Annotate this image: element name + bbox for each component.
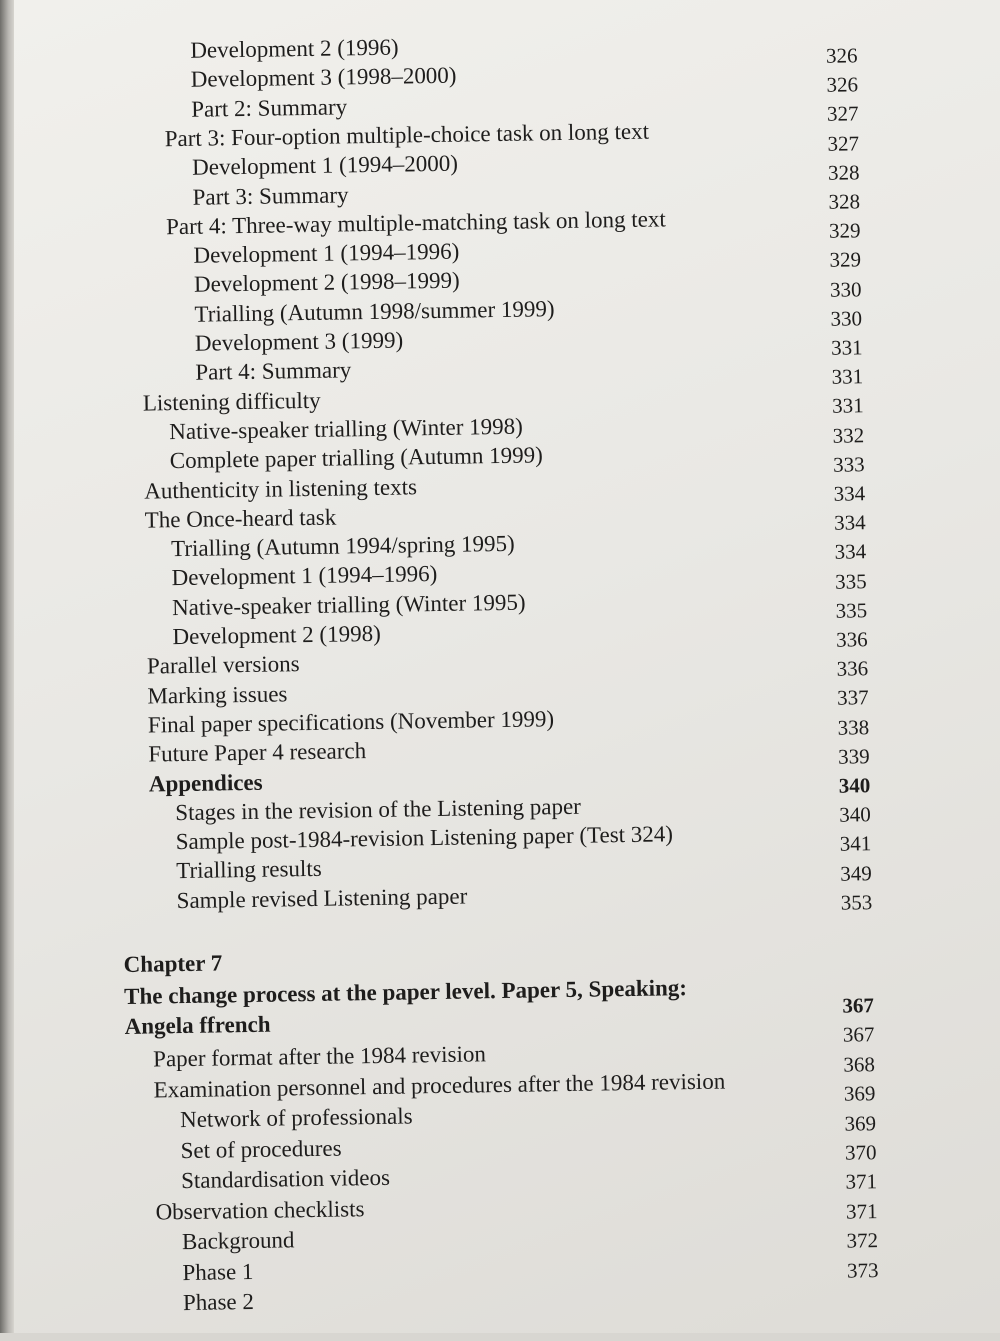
- toc-entry: Examination personnel and procedures after the 1984 revision: [153, 1068, 726, 1102]
- toc-page-number: 337: [836, 685, 869, 711]
- toc-entry: Trialling (Autumn 1998/summer 1999): [194, 295, 555, 327]
- toc-page-number: 335: [835, 598, 868, 623]
- toc-page-number: 336: [836, 656, 869, 681]
- toc-page-number: 326: [826, 72, 859, 97]
- toc-page-number: 330: [830, 306, 863, 331]
- toc-page-number: 372: [846, 1228, 879, 1253]
- toc-page-number: 367: [842, 993, 875, 1018]
- toc-entry: Development 1 (1994–1996): [171, 561, 438, 591]
- toc-entry: Authenticity in listening texts: [144, 473, 418, 504]
- toc-entry: Stages in the revision of the Listening paper: [175, 793, 582, 825]
- toc-page-number: 336: [835, 627, 868, 652]
- toc-entry: Part 3: Summary: [192, 181, 349, 210]
- toc-entry: Part 4: Three-way multiple-matching task on long text: [165, 206, 666, 239]
- toc-page-number: 369: [843, 1081, 876, 1106]
- toc-page-number: 334: [834, 539, 867, 565]
- toc-page-number: 333: [832, 452, 865, 477]
- toc-entry: Appendices: [148, 769, 263, 797]
- toc-entry: Development 1 (1994–1996): [193, 238, 460, 268]
- toc-page-number: 331: [831, 364, 864, 389]
- toc-entry: Listening difficulty: [142, 387, 321, 416]
- toc-page-number: 369: [844, 1110, 877, 1136]
- toc-entry: Chapter 7: [123, 950, 223, 977]
- toc-page-number: 370: [844, 1140, 877, 1165]
- toc-entry: Final paper specifications (November 1999): [147, 706, 555, 738]
- toc-page-number: 331: [830, 335, 863, 360]
- toc-entry: Paper format after the 1984 revision: [152, 1041, 487, 1072]
- toc-entry: Complete paper trialling (Autumn 1999): [169, 442, 543, 474]
- toc-page-number: 330: [829, 276, 862, 302]
- toc-page-number: 327: [826, 101, 859, 127]
- toc-entry: Sample revised Listening paper: [176, 883, 468, 913]
- toc-page-number: 373: [846, 1257, 879, 1283]
- toc-entry: Sample post-1984-revision Listening paper (Test 324): [175, 821, 674, 855]
- toc-entry: Development 3 (1998–2000): [190, 62, 457, 93]
- toc-entry: Standardisation videos: [180, 1164, 391, 1194]
- toc-entry: The change process at the paper level. Paper 5, Speaking:: [123, 975, 688, 1009]
- toc-page-number: 327: [827, 130, 860, 156]
- toc-page-number: 341: [839, 831, 872, 857]
- toc-page-number: 371: [845, 1169, 878, 1195]
- toc-page-number: 371: [845, 1198, 878, 1224]
- toc-page-number: 331: [831, 393, 864, 419]
- toc-entry: Phase 1: [182, 1258, 254, 1285]
- toc-entry: Development 1 (1994–2000): [191, 150, 459, 180]
- toc-entry: Future Paper 4 research: [148, 738, 367, 767]
- toc-entry: The Once-heard task: [144, 504, 337, 533]
- toc-entry: Observation checklists: [155, 1195, 365, 1224]
- toc-page-number: 334: [833, 510, 866, 535]
- toc-page-number: 326: [825, 43, 858, 68]
- toc-entry: Marking issues: [147, 680, 288, 709]
- toc-page-number: 367: [842, 1022, 875, 1048]
- toc-page-number: 335: [834, 568, 867, 594]
- toc-entry: Native-speaker trialling (Winter 1998): [169, 413, 523, 445]
- toc-page-number: 338: [837, 714, 870, 740]
- toc-entry: Part 4: Summary: [195, 357, 352, 386]
- toc-page-number: 353: [840, 889, 873, 915]
- toc-entry: Phase 2: [182, 1288, 255, 1316]
- toc-entry: Trialling results: [176, 856, 322, 884]
- toc-page-number: 340: [838, 773, 871, 798]
- toc-entry: Angela ffrench: [124, 1011, 271, 1039]
- toc-entry: Network of professionals: [179, 1103, 413, 1133]
- toc-page-number: 328: [828, 189, 861, 214]
- toc-page-number: 339: [837, 744, 870, 769]
- toc-page-number: 328: [827, 160, 860, 185]
- toc-page-number: 329: [829, 247, 862, 273]
- toc-page-number: 332: [832, 422, 865, 448]
- toc-entry: Development 2 (1998–1999): [193, 267, 460, 298]
- toc-page-number: 340: [839, 802, 871, 827]
- toc-entry: Parallel versions: [146, 651, 300, 679]
- toc-entry: Part 2: Summary: [191, 93, 348, 122]
- toc-entry: Development 2 (1998): [172, 620, 381, 650]
- toc-entry: Set of procedures: [180, 1135, 342, 1163]
- toc-page-number: 349: [840, 860, 872, 886]
- toc-entry: Native-speaker trialling (Winter 1995): [171, 589, 526, 620]
- toc-entry: Part 3: Four-option multiple-choice task on long text: [164, 118, 650, 152]
- toc-entry: Development 3 (1999): [194, 327, 404, 356]
- toc-page-number: 368: [843, 1051, 876, 1077]
- toc-page-number: 334: [833, 481, 866, 506]
- toc-page-number: 329: [828, 218, 861, 243]
- toc-entry: Trialling (Autumn 1994/spring 1995): [170, 530, 515, 562]
- toc-entry: Background: [181, 1227, 295, 1255]
- toc-entry: Development 2 (1996): [190, 34, 399, 63]
